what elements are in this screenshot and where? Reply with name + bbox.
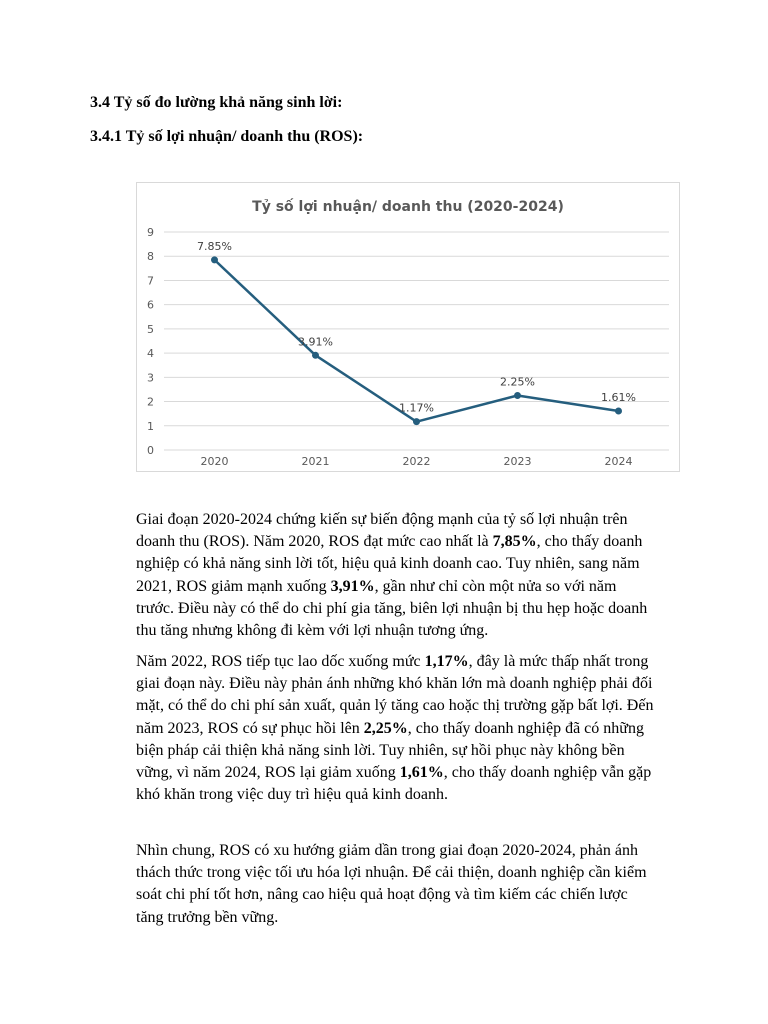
y-tick-label: 3 (147, 371, 154, 385)
paragraph-text: Nhìn chung, ROS có xu hướng giảm dần trong giai đoạn 2020-2024, phản ánh thách thức trong việc tối ưu hóa lợi nhuận. Để cải thiện, doanh nghiệp cần kiểm soát chi phí tốt hơn, nâng cao hiệu quả hoạt động và tìm kiếm các chiến lược tăng trưởng bền vững. (136, 842, 647, 926)
data-label: 1.61% (601, 391, 636, 405)
data-point (615, 408, 622, 415)
x-tick-label: 2021 (301, 455, 330, 468)
section-heading: 3.4 Tỷ số đo lường khả năng sinh lời: (90, 94, 343, 111)
y-tick-label: 1 (147, 419, 154, 433)
x-tick-label: 2020 (200, 455, 229, 468)
highlighted-value: 3,91% (330, 577, 375, 595)
paragraph-text: Năm 2022, ROS tiếp tục lao dốc xuống mức (136, 653, 425, 670)
y-tick-label: 6 (147, 298, 154, 312)
data-label: 1.17% (399, 401, 434, 415)
subsection-heading: 3.4.1 Tỷ số lợi nhuận/ doanh thu (ROS): (90, 128, 364, 145)
paragraph-text: , đây là mức thấp nhất trong giai đoạn này. Điều này phản ánh những khó khăn lớn mà doanh nghiệp phải đối mặt, có thể do chi phí sản xuất, quản lý tăng cao hoặc thị trường gặp bất lợi. Đến năm 2023, ROS có sự phục hồi lên (136, 653, 654, 737)
data-label: 2.25% (500, 375, 535, 389)
y-tick-label: 2 (147, 395, 154, 409)
ros-series (211, 256, 622, 425)
ros-line-chart (136, 182, 680, 472)
data-point (211, 256, 218, 263)
y-tick-label: 9 (147, 226, 154, 239)
x-tick-label: 2022 (402, 455, 431, 468)
paragraph-1 (136, 509, 656, 642)
y-axis-tick-labels (147, 226, 154, 457)
data-label: 7.85% (197, 239, 232, 253)
data-point (312, 352, 319, 359)
data-point (413, 418, 420, 425)
y-tick-label: 0 (147, 444, 154, 457)
x-tick-label: 2024 (604, 455, 633, 468)
highlighted-value: 1,61% (399, 764, 444, 782)
chart-title: Tỷ số lợi nhuận/ doanh thu (2020-2024) (252, 199, 564, 215)
y-tick-label: 4 (147, 347, 154, 361)
paragraph-text: , cho thấy doanh nghiệp có khả năng sinh lời tốt, hiệu quả kinh doanh cao. Tuy nhiên, sang năm 2021, ROS giảm mạnh xuống (136, 533, 643, 595)
highlighted-value: 1,17% (424, 653, 469, 670)
paragraph-2 (136, 651, 656, 806)
series-line (215, 260, 619, 422)
paragraph-text: , cho thấy doanh nghiệp đã có những biện pháp cải thiện khả năng sinh lời. Tuy nhiên, sự hồi phục này không bền vững, vì năm 2024, ROS lại giảm xuống (136, 719, 644, 782)
y-tick-label: 8 (147, 250, 154, 264)
x-tick-label: 2023 (503, 455, 532, 468)
chart-gridlines (164, 232, 669, 450)
data-point (514, 392, 521, 399)
paragraph-text: , cho thấy doanh nghiệp vẫn gặp khó khăn trong việc duy trì hiệu quả kinh doanh. (136, 764, 652, 804)
paragraph-3 (136, 840, 656, 929)
data-label: 3.91% (298, 335, 333, 349)
paragraph-text: Giai đoạn 2020-2024 chứng kiến sự biến động mạnh của tỷ số lợi nhuận trên doanh thu (ROS). Năm 2020, ROS đạt mức cao nhất là (136, 511, 628, 551)
paragraph-text: , gần như chỉ còn một nửa so với năm trước. Điều này có thể do chi phí gia tăng, biên lợi nhuận bị thu hẹp hoặc doanh thu tăng nhưng không đi kèm với lợi nhuận tương ứng. (136, 577, 648, 640)
highlighted-value: 7,85% (492, 533, 537, 551)
x-axis-tick-labels (201, 455, 633, 468)
y-tick-label: 5 (147, 322, 154, 336)
y-tick-label: 7 (147, 274, 154, 288)
chart-canvas (137, 183, 679, 471)
data-labels (197, 240, 636, 415)
highlighted-value: 2,25% (363, 719, 408, 737)
